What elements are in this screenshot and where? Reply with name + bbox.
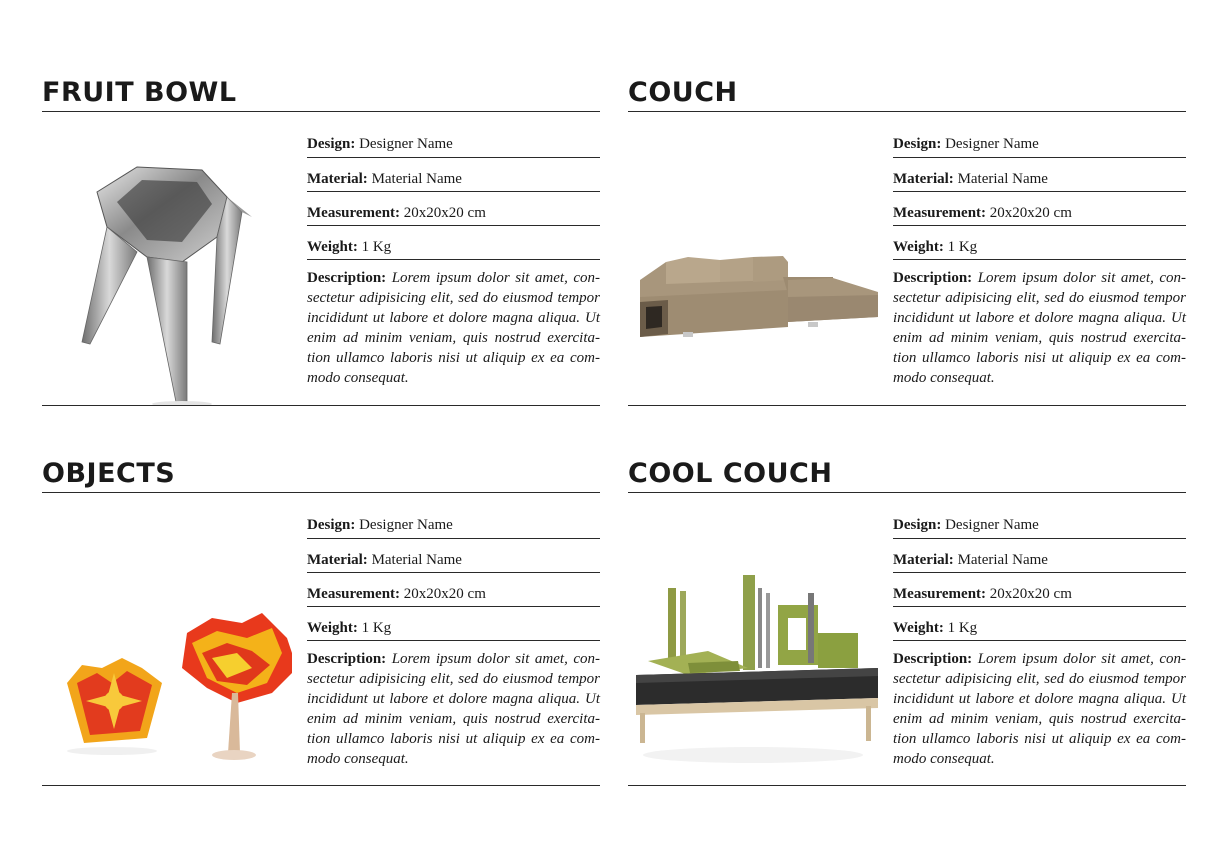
spec-weight: Weight: 1 Kg [307,607,600,641]
spec-design: Design: Designer Name [307,112,600,158]
spec-measurement: Measurement: 20x20x20 cm [307,192,600,226]
spec-description: Description: Lorem ipsum dolor sit amet, con-sectetur adipisicing elit, sed do eiusmod tempor incididunt ut labore et dolore magna aliqua. Ut enim ad minim veniam, quis nostrud exercita-tion ullamco laboris nisi ut aliquip ex ea com-modo consequat. [307,651,600,767]
spec-description: Description: Lorem ipsum dolor sit amet, con-sectetur adipisicing elit, sed do eiusmod tempor incididunt ut labore et dolore magna aliqua. Ut enim ad minim veniam, quis nostrud exercita-tion ullamco laboris nisi ut aliquip ex ea com-modo consequat. [893,651,1186,767]
product-body [628,112,1186,406]
spec-material: Material: Material Name [307,158,600,192]
spec-weight: Weight: 1 Kg [893,607,1186,641]
spec-material: Material: Material Name [893,539,1186,573]
spec-design: Design: Designer Name [307,493,600,539]
product-card-couch [628,78,1186,406]
spec-design: Design: Designer Name [893,493,1186,539]
spec-material: Material: Material Name [307,539,600,573]
product-body [628,493,1186,786]
product-title: FRUIT BOWL [42,78,600,112]
beige-sectional-couch-image [628,112,878,405]
spec-material: Material: Material Name [893,158,1186,192]
spec-measurement: Measurement: 20x20x20 cm [893,573,1186,607]
product-body [42,112,600,406]
spec-weight: Weight: 1 Kg [307,226,600,260]
product-specs [307,493,600,769]
product-card-fruit-bowl [42,78,600,406]
green-sculpture-daybed-image [628,493,878,785]
product-title: COUCH [628,78,1186,112]
spec-measurement: Measurement: 20x20x20 cm [307,573,600,607]
product-specs [893,493,1186,769]
paper-flower-objects-image [42,493,292,785]
spec-weight: Weight: 1 Kg [893,226,1186,260]
metal-fruit-bowl-image [42,112,292,405]
product-specs [307,112,600,388]
spec-description: Description: Lorem ipsum dolor sit amet, con-sectetur adipisicing elit, sed do eiusmod tempor incididunt ut labore et dolore magna aliqua. Ut enim ad minim veniam, quis nostrud exercita-tion ullamco laboris nisi ut aliquip ex ea com-modo consequat. [893,270,1186,386]
spec-description: Description: Lorem ipsum dolor sit amet, con-sectetur adipisicing elit, sed do eiusmod tempor incididunt ut labore et dolore magna aliqua. Ut enim ad minim veniam, quis nostrud exercita-tion ullamco laboris nisi ut aliquip ex ea com-modo consequat. [307,270,600,386]
spec-measurement: Measurement: 20x20x20 cm [893,192,1186,226]
spec-design: Design: Designer Name [893,112,1186,158]
product-card-cool-couch [628,459,1186,786]
product-title: COOL COUCH [628,459,1186,493]
product-title: OBJECTS [42,459,600,493]
product-body [42,493,600,786]
product-card-objects [42,459,600,786]
product-specs [893,112,1186,388]
